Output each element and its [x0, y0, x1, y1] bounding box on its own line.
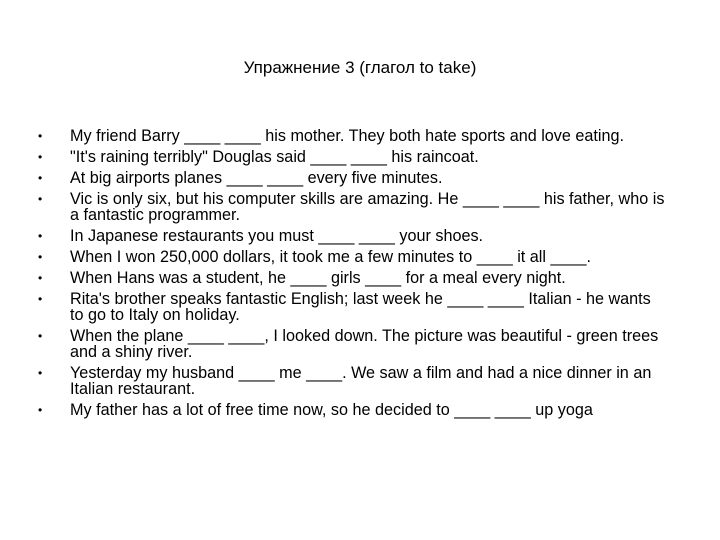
exercise-item-6: [0, 249, 720, 265]
exercise-item-5: [0, 228, 720, 244]
bullet-icon: •: [38, 229, 43, 243]
exercise-text: Yesterday my husband ____ me ____. We saw a film and had a nice dinner in an Italian restaurant.: [70, 364, 652, 398]
bullet-icon: •: [38, 250, 43, 264]
bullet-icon: •: [38, 403, 43, 417]
exercise-text: My friend Barry ____ ____ his mother. They both hate sports and love eating.: [70, 127, 625, 145]
bullet-icon: •: [38, 171, 43, 185]
exercise-item-1: [0, 128, 720, 144]
bullet-icon: •: [38, 192, 43, 206]
exercise-text: Vic is only six, but his computer skills are amazing. He ____ ____ his father, who is a fantastic programmer.: [70, 190, 665, 224]
exercise-text: My father has a lot of free time now, so he decided to ____ ____ up yoga: [70, 401, 593, 419]
exercise-list: [0, 128, 720, 423]
exercise-item-4: [0, 191, 720, 223]
exercise-item-3: [0, 170, 720, 186]
bullet-icon: •: [38, 329, 43, 343]
bullet-icon: •: [38, 271, 43, 285]
exercise-item-11: [0, 402, 720, 418]
bullet-icon: •: [38, 292, 43, 306]
exercise-item-10: [0, 365, 720, 397]
exercise-title: Упражнение 3 (глагол to take): [243, 58, 477, 77]
exercise-item-9: [0, 328, 720, 360]
exercise-text: At big airports planes ____ ____ every five minutes.: [70, 169, 443, 187]
exercise-item-8: [0, 291, 720, 323]
exercise-item-2: [0, 149, 720, 165]
bullet-icon: •: [38, 150, 43, 164]
exercise-text: When I won 250,000 dollars, it took me a few minutes to ____ it all ____.: [70, 248, 591, 266]
exercise-text: When the plane ____ ____, I looked down. The picture was beautiful - green trees and a shiny river.: [70, 327, 659, 361]
exercise-item-7: [0, 270, 720, 286]
exercise-text: When Hans was a student, he ____ girls ____ for a meal every night.: [70, 269, 566, 287]
exercise-text: "It's raining terribly" Douglas said ____ ____ his raincoat.: [70, 148, 479, 166]
exercise-text: In Japanese restaurants you must ____ ____ your shoes.: [70, 227, 484, 245]
bullet-icon: •: [38, 366, 43, 380]
bullet-icon: •: [38, 129, 43, 143]
exercise-text: Rita's brother speaks fantastic English; last week he ____ ____ Italian - he wants to go to Italy on holiday.: [70, 290, 651, 324]
